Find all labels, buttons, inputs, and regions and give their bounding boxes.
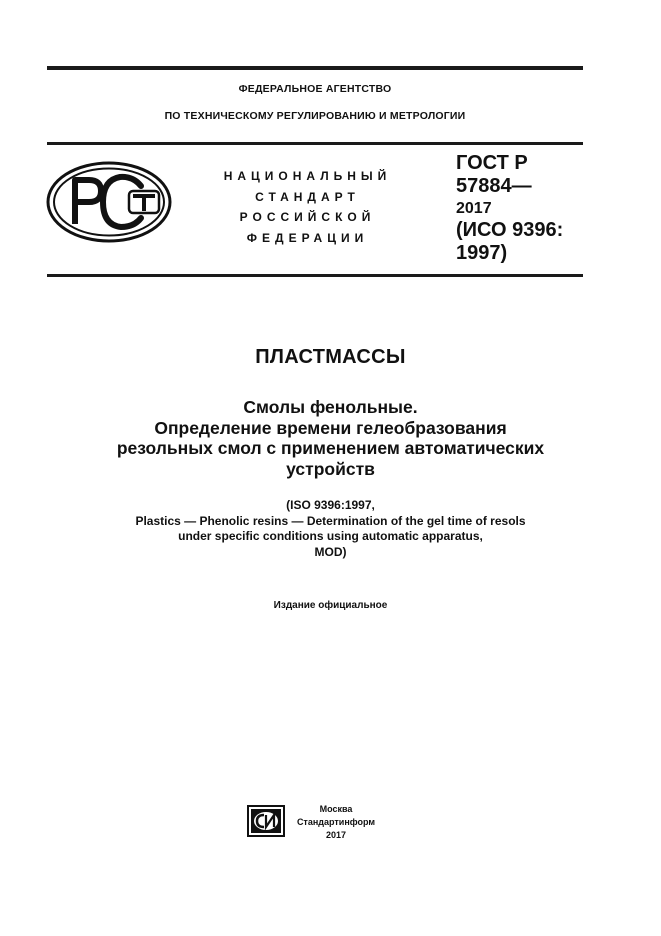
bottom-rule <box>47 274 583 277</box>
standard-type-line3: РОССИЙСКОЙ <box>239 210 376 224</box>
designation-line1: ГОСТ Р <box>456 152 528 174</box>
subtitle-line4: устройств <box>286 458 375 479</box>
iso-reference-line1: (ISO 9396:1997, <box>286 498 375 512</box>
subtitle-line1: Смолы фенольные. <box>243 397 418 417</box>
standard-type-line1: НАЦИОНАЛЬНЫЙ <box>223 169 392 183</box>
middle-rule <box>47 142 583 145</box>
standard-type-block <box>200 166 415 248</box>
subtitle-line2: Определение времени гелеобразования <box>154 417 507 438</box>
document-title: ПЛАСТМАССЫ <box>255 346 406 368</box>
iso-reference-line2: Plastics — Phenolic resins — Determination of the gel time of resols <box>135 513 526 528</box>
rst-certification-mark-icon <box>45 160 173 244</box>
edition-label: Издание официальное <box>273 600 388 611</box>
standard-designation <box>456 152 563 265</box>
iso-reference <box>40 498 621 560</box>
designation-line2: 57884— <box>456 175 532 197</box>
standard-type-line4: ФЕДЕРАЦИИ <box>246 230 369 245</box>
subtitle-line3: резольных смол с применением автоматических <box>116 438 545 458</box>
designation-line3: 2017 <box>456 200 492 217</box>
publisher-year: 2017 <box>325 830 347 840</box>
iso-reference-line4: MOD) <box>314 544 347 559</box>
agency-name-line1: ФЕДЕРАЛЬНОЕ АГЕНТСТВО <box>238 83 392 95</box>
agency-name-line2: ПО ТЕХНИЧЕСКОМУ РЕГУЛИРОВАНИЮ И МЕТРОЛОГИИ <box>164 110 466 122</box>
publisher-name: Стандартинформ <box>296 817 376 827</box>
publisher-block <box>296 803 376 842</box>
publisher-city: Москва <box>319 804 353 814</box>
top-rule <box>47 66 583 70</box>
standard-type-line2: СТАНДАРТ <box>255 189 360 204</box>
iso-reference-line3: under specific conditions using automatic apparatus, <box>178 529 483 543</box>
standartinform-logo-icon <box>247 805 285 837</box>
document-subtitle <box>40 397 621 479</box>
designation-line5: 1997) <box>456 242 508 264</box>
designation-line4: (ИСО 9396: <box>456 219 564 241</box>
